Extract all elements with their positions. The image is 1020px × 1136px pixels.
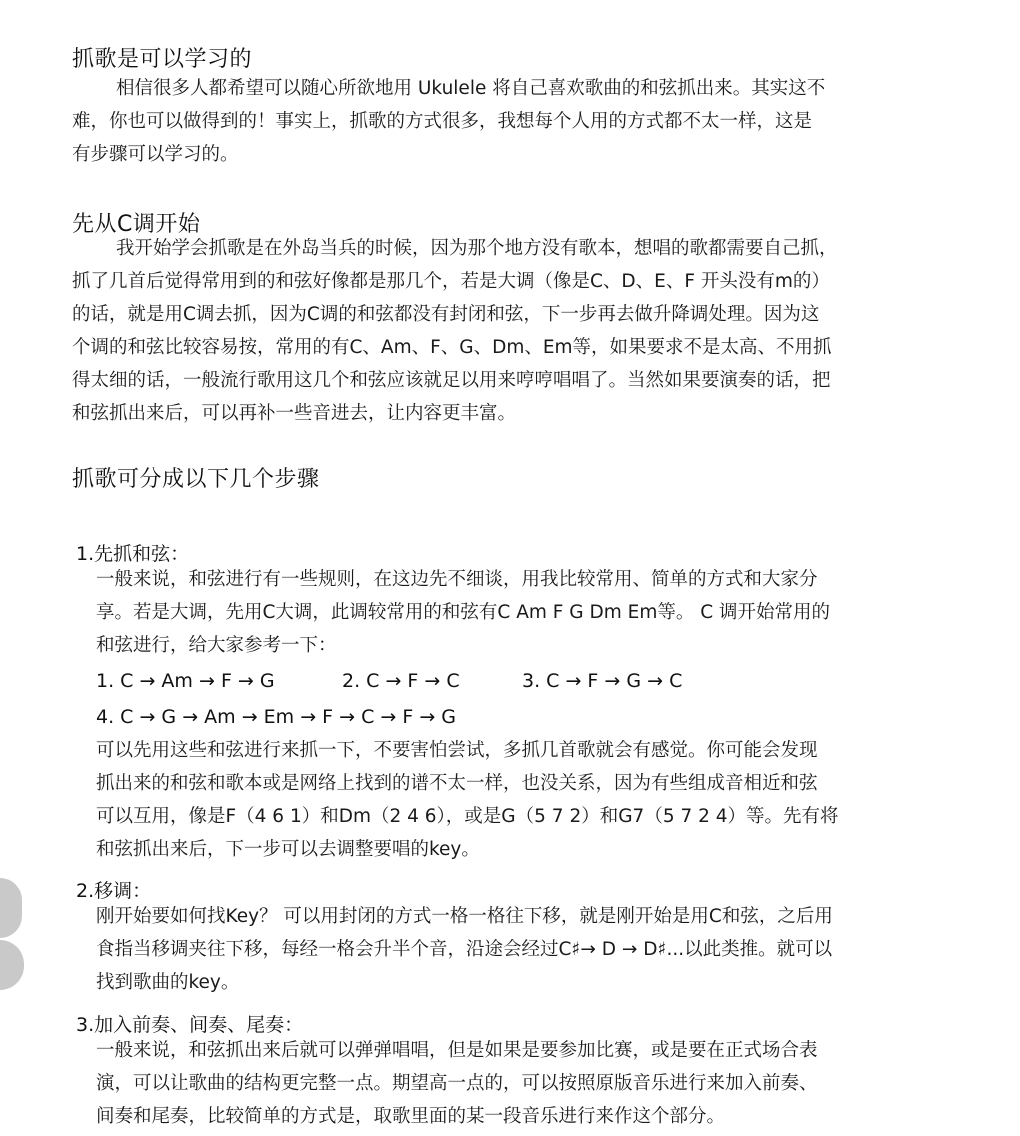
paragraph-line: 和弦进行，给大家参考一下： (96, 635, 337, 656)
chord-progression-4: 4. C → G → Am → Em → F → C → F → G (96, 706, 457, 728)
paragraph-line: 食指当移调夹往下移，每经一格会升半个音，沿途会经过C♯→ D → D♯...以此类推。就可以 (96, 939, 833, 960)
paragraph-line: 和弦抓出来后，下一步可以去调整要唱的key。 (96, 839, 480, 860)
section-heading-steps: 抓歌可分成以下几个步骤 (72, 467, 320, 492)
step1-intro-paragraph (96, 563, 830, 662)
chord-progression-3: 3. C → F → G → C (522, 670, 683, 692)
paragraph-line: 难，你也可以做得到的！事实上，抓歌的方式很多，我想每个人用的方式都不太一样，这是 (72, 111, 813, 132)
paragraph-line: 抓出来的和弦和歌本或是网络上找到的谱不太一样，也没关系，因为有些组成音相近和弦 (96, 773, 818, 794)
chord-progression-2: 2. C → F → C (342, 670, 460, 692)
paragraph-line: 有步骤可以学习的。 (72, 144, 239, 165)
chord-progression-1: 1. C → Am → F → G (96, 670, 275, 692)
paragraph-line: 一般来说，和弦抓出来后就可以弹弹唱唱，但是如果是要参加比赛，或是要在正式场合表 (96, 1040, 818, 1061)
section-heading-learnable: 抓歌是可以学习的 (72, 47, 253, 72)
step3-paragraph (96, 1034, 818, 1133)
paragraph-line: 间奏和尾奏，比较简单的方式是，取歌里面的某一段音乐进行来作这个部分。 (96, 1106, 726, 1127)
paragraph-line: 找到歌曲的key。 (96, 972, 240, 993)
section-paragraph-learnable (72, 72, 825, 171)
chord-progression-list-row2 (96, 706, 456, 728)
paragraph-line: 抓了几首后觉得常用到的和弦好像都是那几个，若是大调（像是C、D、E、F 开头没有m的） (72, 271, 830, 292)
step2-paragraph (96, 900, 833, 999)
section-paragraph-start-with-c (72, 232, 838, 430)
step1-outro-paragraph (96, 734, 839, 866)
paragraph-line: 一般来说，和弦进行有一些规则，在这边先不细谈，用我比较常用、简单的方式和大家分 (96, 569, 818, 590)
paragraph-line: 演，可以让歌曲的结构更完整一点。期望高一点的，可以按照原版音乐进行来加入前奏、 (96, 1073, 818, 1094)
paragraph-line: 可以先用这些和弦进行来抓一下，不要害怕尝试，多抓几首歌就会有感觉。你可能会发现 (96, 740, 818, 761)
paragraph-line: 相信很多人都希望可以随心所欲地用 Ukulele 将自己喜欢歌曲的和弦抓出来。其实这不 (116, 78, 826, 99)
step-title-grab-chords: 1.先抓和弦： (76, 543, 190, 565)
paragraph-line: 可以互用，像是F（4 6 1）和Dm（2 4 6），或是G（5 7 2）和G7（5 7 2 4）等。先有将 (96, 806, 839, 827)
step-title-intro-interlude-outro: 3.加入前奏、间奏、尾奏： (76, 1014, 304, 1036)
paragraph-line: 的话，就是用C调去抓，因为C调的和弦都没有封闭和弦，下一步再去做升降调处理。因为这 (72, 304, 820, 325)
step-title-transpose: 2.移调： (76, 880, 152, 902)
paragraph-line: 我开始学会抓歌是在外岛当兵的时候，因为那个地方没有歌本，想唱的歌都需要自己抓， (116, 238, 838, 259)
binding-shadow-top (0, 878, 22, 938)
section-heading-start-with-c: 先从C调开始 (72, 212, 201, 237)
paragraph-line: 得太细的话，一般流行歌用这几个和弦应该就足以用来哼哼唱唱了。当然如果要演奏的话，把 (72, 370, 831, 391)
paragraph-line: 和弦抓出来后，可以再补一些音进去，让内容更丰富。 (72, 403, 517, 424)
binding-shadow-bottom (0, 940, 24, 990)
paragraph-line: 刚开始要如何找Key？ 可以用封闭的方式一格一格往下移，就是刚开始是用C和弦，之后用 (96, 906, 833, 927)
chord-progression-list (96, 670, 682, 692)
paragraph-line: 享。若是大调，先用C大调，此调较常用的和弦有C Am F G Dm Em等。 C 调开始常用的 (96, 602, 831, 623)
paragraph-line: 个调的和弦比较容易按，常用的有C、Am、F、G、Dm、Em等，如果要求不是太高、不用抓 (72, 337, 832, 358)
